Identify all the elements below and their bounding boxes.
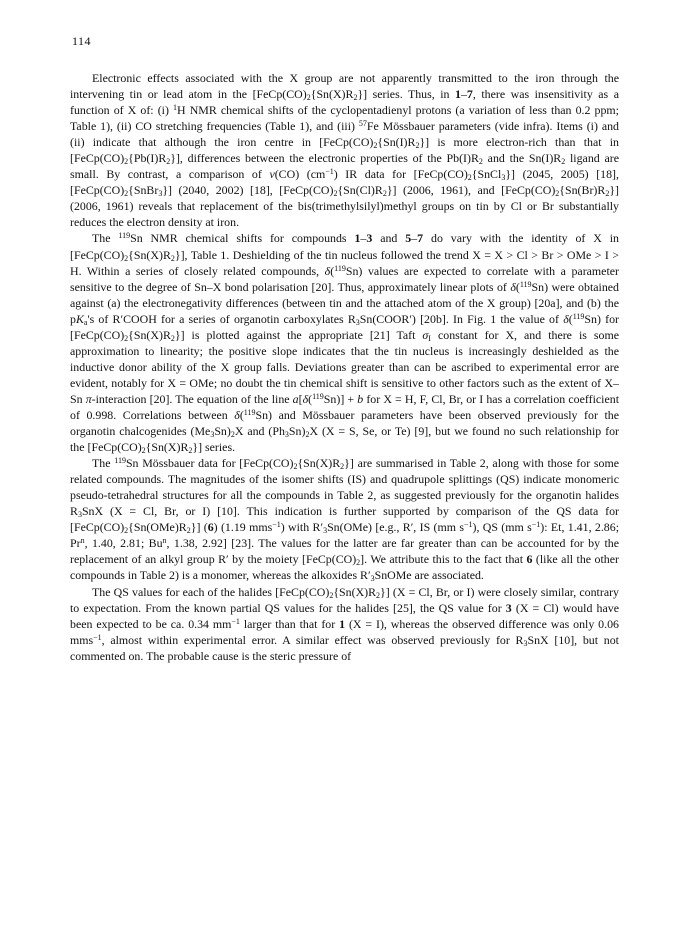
body-text (70, 70, 619, 664)
paragraph-electronic-effects: Electronic effects associated with the X group are not apparently transmitted to the iron through the intervening tin or lead atom in the $[FeCp(CO)_2\{Sn(X)R_2\}]$ series. Thus, in 1–7, there was insensitivity as a function of X of: (i) $^1$H NMR chemical shifts of the cyclopentadienyl protons (a variation of less than 0.2 ppm; Table 1), (ii) CO stretching frequencies (Table 1), and (iii) $^{57}$Fe Mössbauer parameters (vide infra). Items (i) and (ii) indicate that although the iron centre in $[FeCp(CO)_2\{Sn(I)R_2\}]$ is more electron-rich than that in $[FeCp(CO)_2\{Pb(I)R_2\}]$, differences between the electronic properties of the $Pb(I)R_2$ and the $Sn(I)R_2$ ligand are small. By contrast, a comparison of ν(CO) $(cm^{-1})$ IR data for $[FeCp(CO)_2\{SnCl_3\}]$ (2045, 2005) [18], $[FeCp(CO)_2\{SnBr_3\}]$ (2040, 2002) [18], $[FeCp(CO)_2\{Sn(Cl)R_2\}]$ (2006, 1961), and $[FeCp(CO)_2\{Sn(Br)R_2\}]$ (2006, 1961) reveals that replacement of the bis(trimethylsilyl)methyl groups on tin by Cl or Br substantially reduces the electron density at iron. (70, 71, 620, 230)
paragraph-mossbauer-data: The $^{119}$Sn Mössbauer data for $[FeCp(CO)_2\{Sn(X)R_2\}]$ are summarised in Table 2, along with those for some related compounds. The magnitudes of the isomer shifts (IS) and quadrupole splittings (QS) indicate monomeric pseudo-tetrahedral structures for all the compounds in Table 2, as suggested previously for the organotin halides $R_3SnX$ (X = Cl, Br, or I) [10]. This indication is further supported by comparison of the QS data for $[FeCp(CO)_2\{Sn(OMe)R_2\}]$ (6) (1.19 mms$^{-1}$) with $R'_3Sn(OMe)$ [e.g., R′, IS (mm $s^{-1}$), QS (mm $s^{-1}$): Et, 1.41, 2.86; Pr$^n$, 1.40, 2.81; Bu$^n$, 1.38, 2.92] [23]. The values for the latter are far greater than can be accounted for by the replacement of an alkyl group R′ by the moiety $[FeCp(CO)_2]$. We attribute this to the fact that 6 (like all the other compounds in Table 2) is a monomer, whereas the alkoxides $R'_3SnOMe$ are associated. (70, 456, 619, 584)
paragraph-qs-values: The QS values for each of the halides $[FeCp(CO)_2\{Sn(X)R_2\}] (X = Cl$, Br, or I) were closely similar, contrary to expectation. From the known partial QS values for the halides [25], the QS value for 3 (X = Cl) would have been expected to be ca. 0.34 $mm^{-1}$ larger than that for 1 (X = I), whereas the observed difference was only 0.06 mms$^{-1}$, almost within experimental error. A similar effect was observed previously for $R_3SnX$ [10], but not commented on. The probable cause is the steric pressure of (70, 584, 619, 663)
paragraph-sn-nmr-shifts: The $^{119}$Sn NMR chemical shifts for compounds 1–3 and 5–7 do vary with the identity of X in $[FeCp(CO)_2\{Sn(X)R_2\}]$, Table 1. Deshielding of the tin nucleus followed the trend X = X > Cl > Br > OMe > I > H. Within a series of closely related compounds, δ($^{119}$Sn) values are expected to correlate with a parameter sensitive to the degree of Sn–X bond polarisation [20]. Thus, approximately linear plots of δ($^{119}$Sn) were obtained against (a) the electronegativity differences (between tin and the attached atom of the X group) [20a], and (b) the $pK_a's$ of R′COOH for a series of organotin carboxylates $R_3Sn(COOR')$ [20b]. In Fig. 1 the value of δ($^{119}$Sn) for $[FeCp(CO)_2\{Sn(X)R_2\}]$ is plotted against the appropriate [21] Taft $\sigma_I$ constant for X, and there is some approximation to linearity; the positive slope indicates that the tin nucleus is increasingly deshielded as the inductive donor ability of the X group falls. Deviations greater than can be ascribed to experimental error are evident, notably for X = OMe; no doubt the tin chemical shift is sensitive to other factors such as the extent of X–Sn π-interaction [20]. The equation of the line a[δ($^{119}$Sn)] + b for X = H, F, Cl, Br, or I has a correlation coefficient of 0.998. Correlations between δ($^{119}$Sn) and Mössbauer parameters have been observed previously for the organotin chalcogenides $(Me_3Sn)_2X$ and $(Ph_3Sn)_2X$ (X = S, Se, or Te) [9], but we found no such relationship for the $[FeCp(CO)_2\{Sn(X)R_2\}]$ series. (70, 231, 620, 456)
page-number: 114 (72, 34, 92, 48)
